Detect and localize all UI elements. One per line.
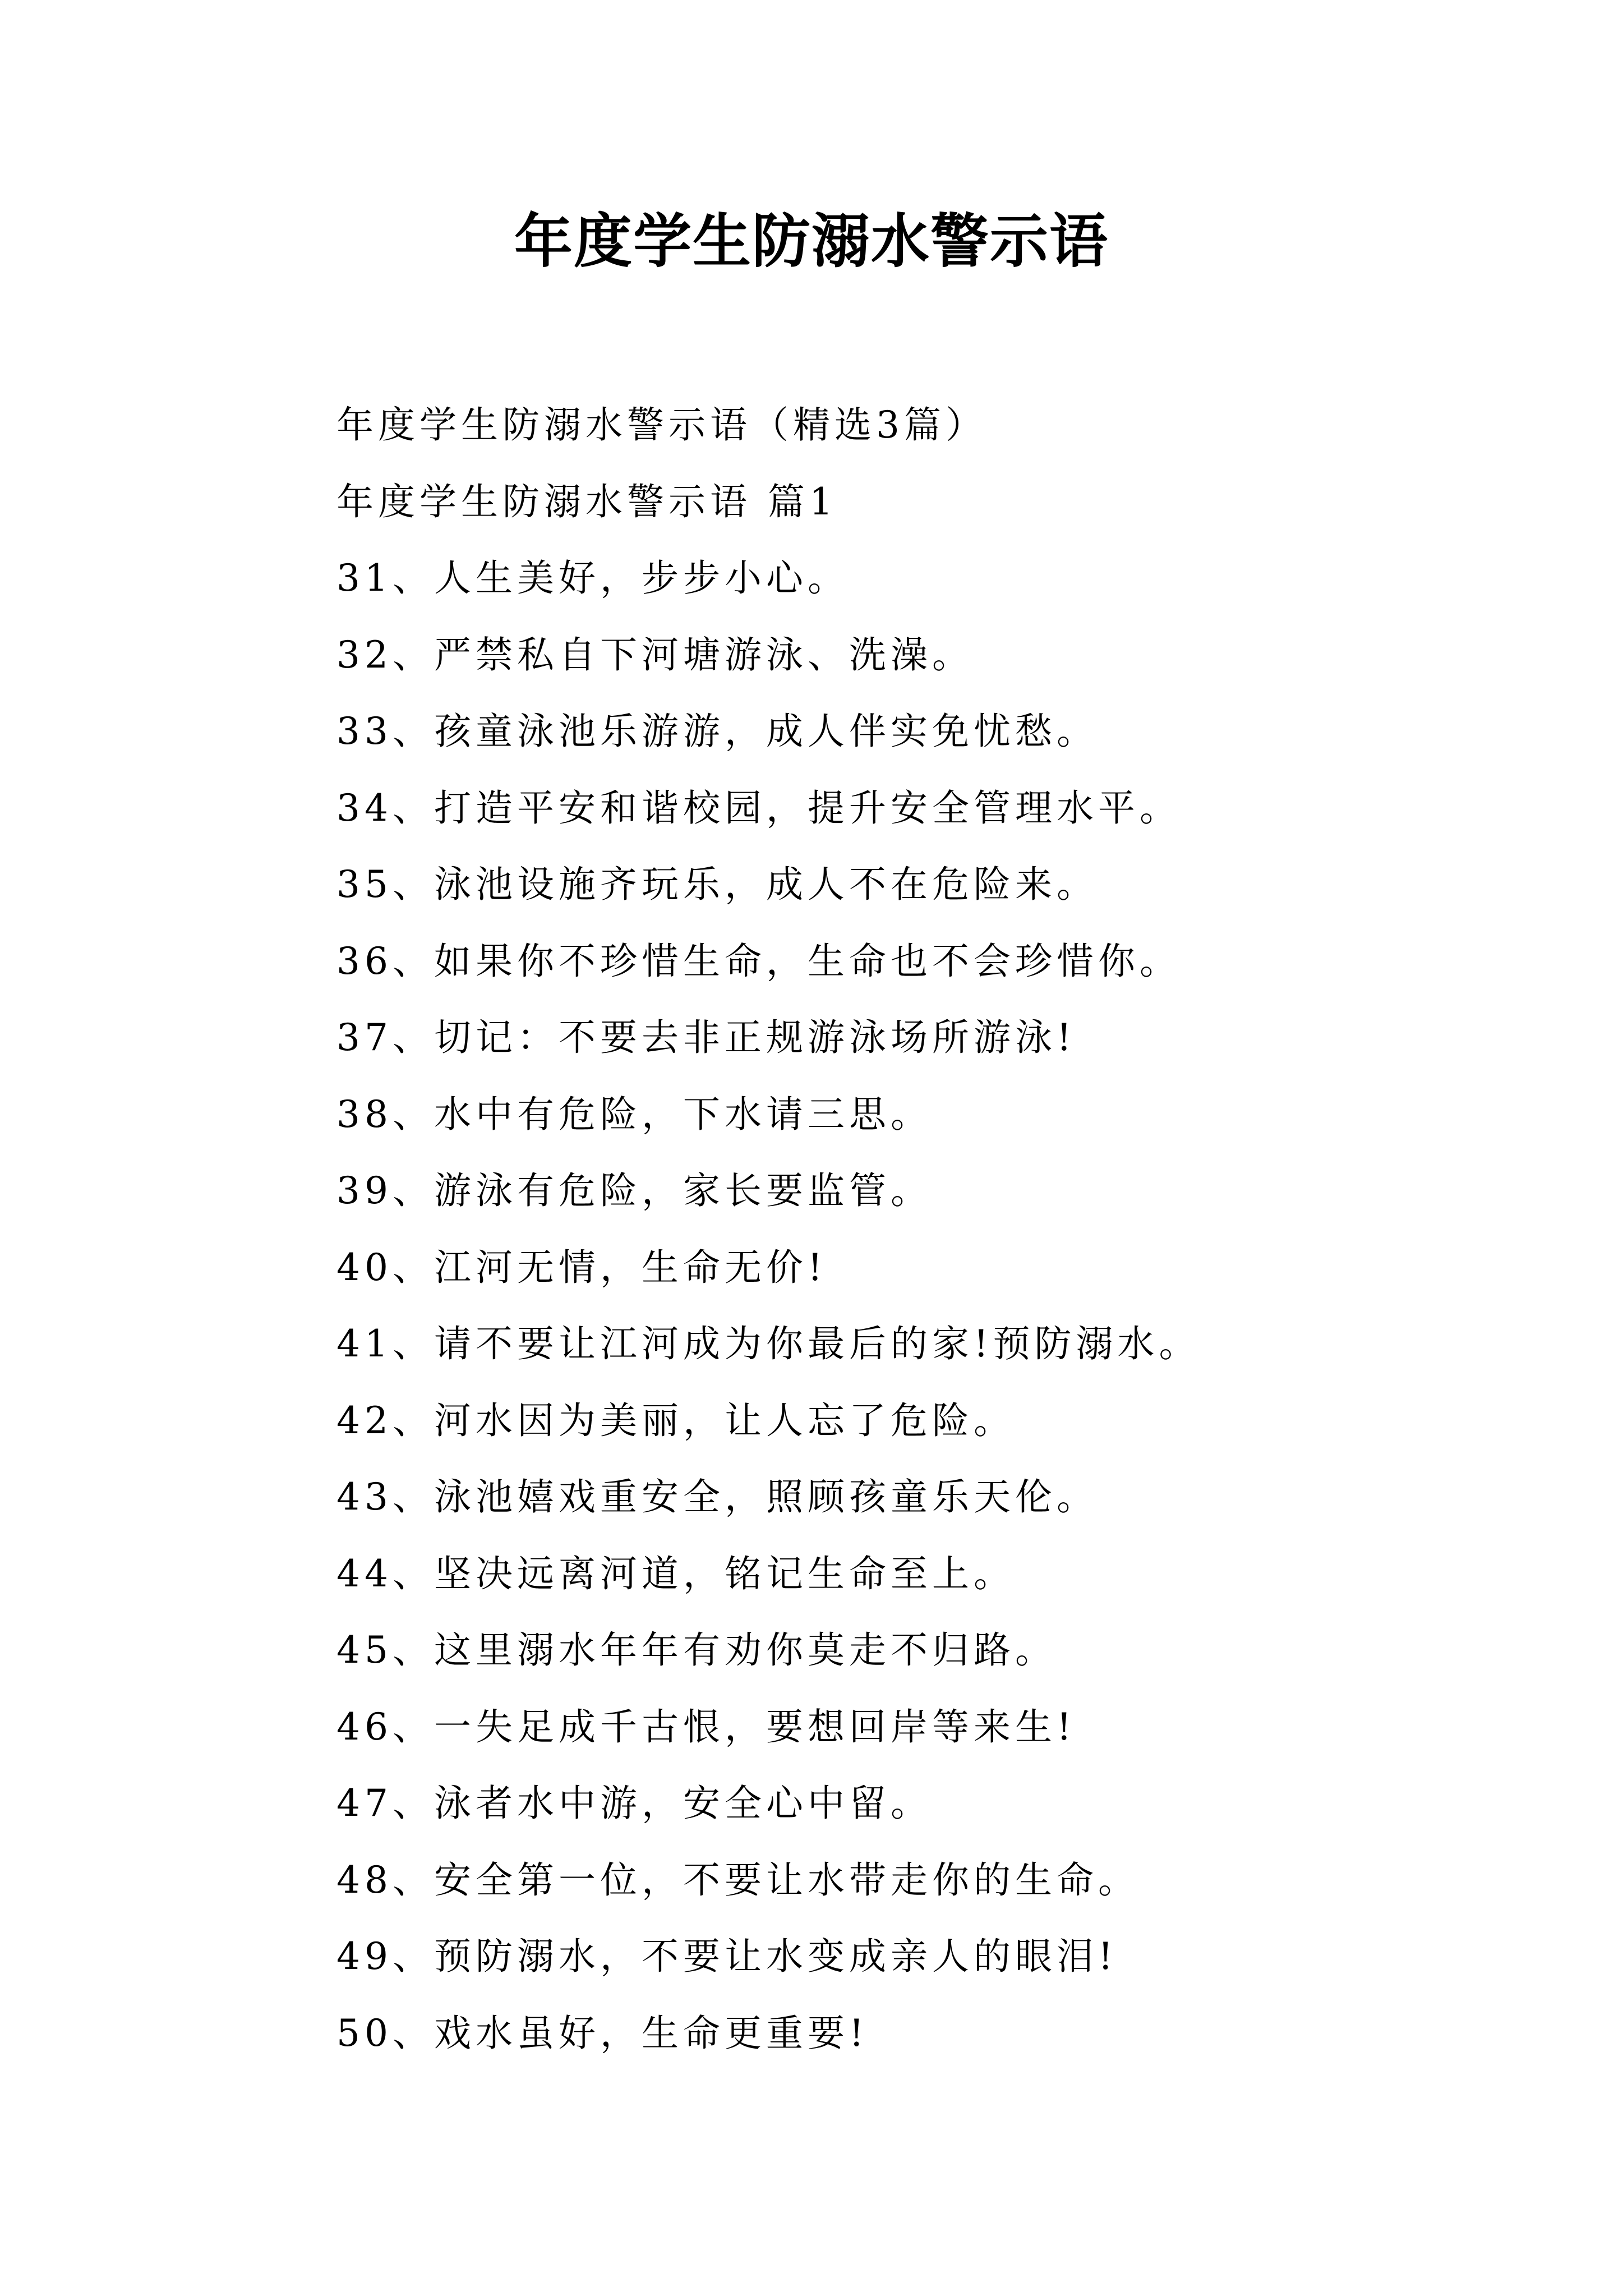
list-item [336, 1689, 1570, 1766]
item-number: 44、 [336, 1552, 434, 1595]
list-item [336, 693, 1570, 770]
item-number: 36、 [336, 939, 434, 983]
item-text: 泳池嬉戏重安全，照顾孩童乐天伦。 [434, 1475, 1098, 1519]
item-text: 游泳有危险，家长要监管。 [434, 1169, 932, 1212]
list-item [336, 617, 1570, 694]
item-text: 严禁私自下河塘游泳、洗澡。 [434, 633, 974, 677]
item-number: 47、 [336, 1782, 434, 1825]
item-number: 43、 [336, 1475, 434, 1519]
list-item [336, 1076, 1570, 1153]
item-number: 34、 [336, 786, 434, 830]
item-number: 40、 [336, 1245, 434, 1289]
item-text: 请不要让江河成为你最后的家!预防溺水。 [434, 1322, 1201, 1365]
item-number: 31、 [336, 556, 434, 600]
list-item [336, 1842, 1570, 1919]
list-item [336, 1995, 1570, 2072]
item-text: 这里溺水年年有劝你莫走不归路。 [434, 1628, 1057, 1672]
item-number: 50、 [336, 2011, 434, 2055]
item-text: 戏水虽好，生命更重要! [434, 2011, 869, 2055]
section-heading: 年度学生防溺水警示语 篇1 [336, 480, 837, 523]
list-item [336, 1459, 1570, 1536]
list-item [336, 1918, 1570, 1995]
item-number: 39、 [336, 1169, 434, 1212]
list-item [336, 1306, 1570, 1383]
item-text: 泳池设施齐玩乐，成人不在危险来。 [434, 863, 1098, 906]
item-number: 37、 [336, 1016, 434, 1059]
item-text: 江河无情，生命无价! [434, 1245, 827, 1289]
item-text: 安全第一位，不要让水带走你的生命。 [434, 1858, 1140, 1902]
item-number: 41、 [336, 1322, 434, 1365]
item-number: 49、 [336, 1935, 434, 1978]
item-number: 42、 [336, 1398, 434, 1442]
item-text: 泳者水中游，安全心中留。 [434, 1782, 932, 1825]
item-number: 38、 [336, 1092, 434, 1136]
item-text: 孩童泳池乐游游，成人伴实免忧愁。 [434, 710, 1098, 753]
list-item [336, 770, 1570, 847]
item-text: 人生美好，步步小心。 [434, 556, 849, 600]
list-item [336, 1153, 1570, 1230]
item-text: 坚决远离河道，铭记生命至上。 [434, 1552, 1015, 1595]
list-item [336, 1765, 1570, 1842]
list-item [336, 1383, 1570, 1460]
list-item [336, 1230, 1570, 1306]
item-text: 河水因为美丽，让人忘了危险。 [434, 1398, 1015, 1442]
item-number: 35、 [336, 863, 434, 906]
page-title: 年度学生防溺水警示语 [514, 206, 1109, 275]
list-item [336, 540, 1570, 617]
item-number: 48、 [336, 1858, 434, 1902]
list-item [336, 1000, 1570, 1076]
item-number: 45、 [336, 1628, 434, 1672]
item-number: 33、 [336, 710, 434, 753]
document-body [336, 387, 1570, 2072]
item-number: 46、 [336, 1705, 434, 1749]
list-item [336, 923, 1570, 1000]
item-text: 预防溺水，不要让水变成亲人的眼泪! [434, 1935, 1118, 1978]
document-subtitle: 年度学生防溺水警示语（精选3篇） [336, 403, 987, 447]
item-text: 一失足成千古恨，要想回岸等来生! [434, 1705, 1076, 1749]
item-text: 水中有危险，下水请三思。 [434, 1092, 932, 1136]
list-item [336, 846, 1570, 923]
item-text: 如果你不珍惜生命，生命也不会珍惜你。 [434, 939, 1181, 983]
list-item [336, 1536, 1570, 1613]
item-text: 切记：不要去非正规游泳场所游泳! [434, 1016, 1076, 1059]
item-text: 打造平安和谐校园，提升安全管理水平。 [434, 786, 1181, 830]
list-item [336, 1612, 1570, 1689]
item-number: 32、 [336, 633, 434, 677]
